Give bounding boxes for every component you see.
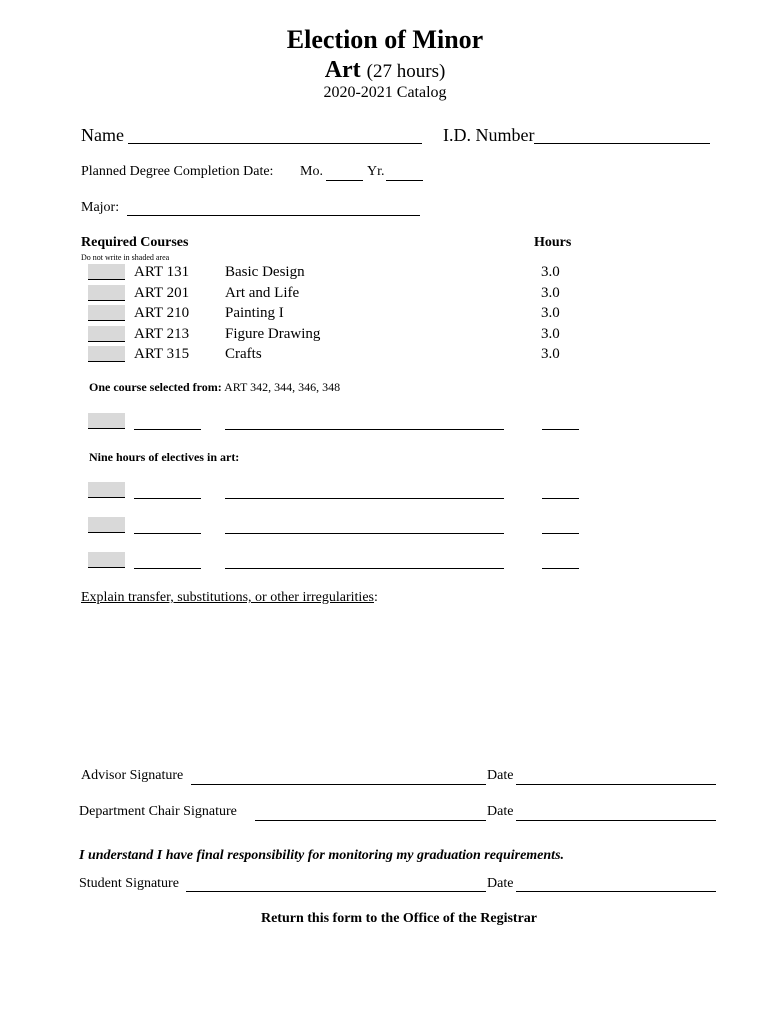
course-number-field[interactable] [134,428,201,430]
elective-hours-field[interactable] [542,567,579,569]
id-label: I.D. Number [443,125,535,145]
course-code: ART 201 [134,285,190,301]
explain-colon: : [373,590,378,605]
course-hours: 3.0 [541,346,560,362]
elective-number-field[interactable] [134,532,201,534]
shaded-grade-box [88,552,125,568]
course-code: ART 315 [134,346,190,362]
explain-area[interactable] [81,612,701,752]
course-code: ART 210 [134,305,190,321]
chair-date-field[interactable] [516,819,716,821]
hours-heading: Hours [534,235,572,250]
major-label: Major: [81,200,120,215]
shaded-grade-box [88,413,125,429]
one-course-line [89,380,340,395]
one-course-options: ART 342, 344, 346, 348 [224,380,341,394]
shaded-grade-box [88,264,125,280]
form-title: Election of Minor [286,25,484,54]
advisor-date-label: Date [487,768,514,783]
shaded-grade-box [88,482,125,498]
shaded-area-note: Do not write in shaded area [81,253,170,262]
return-instruction: Return this form to the Office of the Registrar [260,911,538,926]
advisor-signature-label: Advisor Signature [81,768,184,783]
course-title: Painting I [225,305,284,321]
course-hours: 3.0 [541,264,560,280]
course-title: Art and Life [225,285,300,301]
elective-title-field[interactable] [225,532,504,534]
one-course-label: One course selected from: [89,380,222,394]
elective-hours-field[interactable] [542,532,579,534]
shaded-grade-box [88,346,125,362]
course-code: ART 131 [134,264,190,280]
shaded-grade-box [88,517,125,533]
degree-date-label: Planned Degree Completion Date: [81,164,274,179]
course-title: Figure Drawing [225,326,321,342]
course-title: Crafts [225,346,262,362]
year-field[interactable] [386,179,423,181]
electives-label: Nine hours of electives in art: [89,450,240,464]
course-hours-field[interactable] [542,428,579,430]
minor-hours: (27 hours) [366,61,446,82]
id-field[interactable] [534,142,710,144]
course-title: Basic Design [225,264,305,280]
elective-hours-field[interactable] [542,497,579,499]
name-field[interactable] [128,142,422,144]
month-label: Mo. [300,164,323,179]
minor-subject: Art [324,57,361,83]
student-signature-field[interactable] [186,890,486,892]
responsibility-statement: I understand I have final responsibility for monitoring my graduation requirements. [79,848,565,863]
form-subtitle [0,57,770,84]
elective-number-field[interactable] [134,497,201,499]
name-label: Name [81,125,124,145]
advisor-signature-field[interactable] [191,783,486,785]
advisor-date-field[interactable] [516,783,716,785]
course-hours: 3.0 [541,305,560,321]
shaded-grade-box [88,326,125,342]
year-label: Yr. [367,164,385,179]
catalog-year: 2020-2021 Catalog [323,84,447,101]
student-signature-label: Student Signature [79,876,179,891]
explain-line [81,590,378,606]
shaded-grade-box [88,285,125,301]
course-hours: 3.0 [541,285,560,301]
student-date-field[interactable] [516,890,716,892]
explain-label: Explain transfer, substitutions, or other irregularities [81,590,374,605]
student-date-label: Date [487,876,514,891]
shaded-grade-box [88,305,125,321]
month-field[interactable] [326,179,363,181]
elective-title-field[interactable] [225,567,504,569]
chair-signature-label: Department Chair Signature [79,804,237,819]
elective-number-field[interactable] [134,567,201,569]
course-code: ART 213 [134,326,190,342]
required-courses-heading: Required Courses [81,235,189,250]
elective-title-field[interactable] [225,497,504,499]
course-title-field[interactable] [225,428,504,430]
chair-signature-field[interactable] [255,819,486,821]
major-field[interactable] [127,214,420,216]
course-hours: 3.0 [541,326,560,342]
chair-date-label: Date [487,804,514,819]
